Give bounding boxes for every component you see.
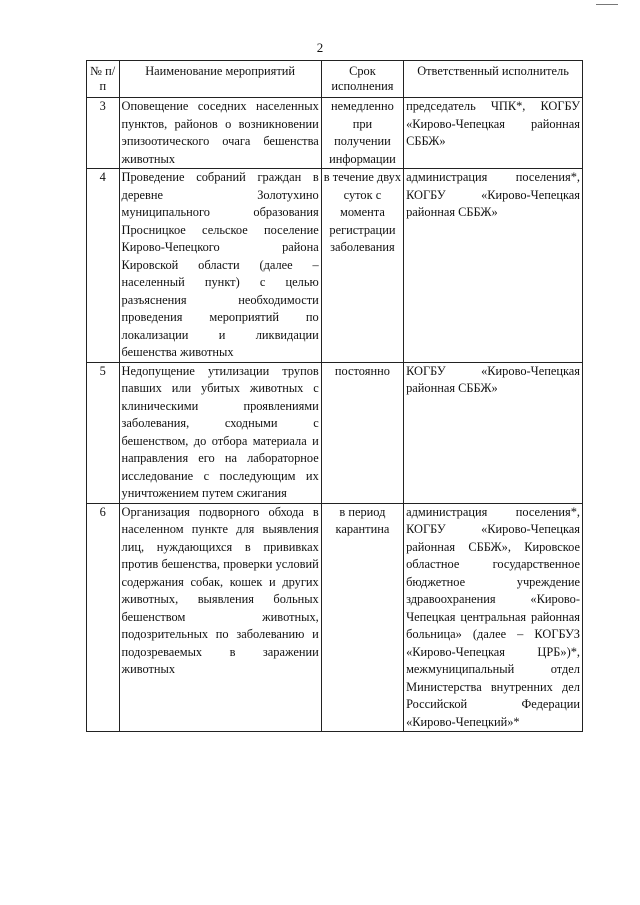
header-name: Наименование мероприятий [119,61,321,98]
row-num-cell: 3 [87,98,120,169]
row-responsible-cell: председатель ЧПК*, КОГБУ «Кирово-Чепецкая районная СББЖ» [404,98,583,169]
header-term: Срок исполнения [321,61,403,98]
row-term-cell: в период карантина [321,503,403,732]
row-term-cell: немедленно при получении информации [321,98,403,169]
page-number: 2 [316,40,324,55]
table-row [87,503,583,732]
table-row [87,362,583,503]
row-num-cell: 6 [87,503,120,732]
row-num-cell: 4 [87,169,120,363]
row-term-cell: в течение двух суток с момента регистрации заболевания [321,169,403,363]
table-row [87,169,583,363]
row-name-cell: Проведение собраний граждан в деревне Золотухино муниципального образования Просницкое сельское поселение Кирово-Чепецкого района Кировской области (далее – населенный пункт) с целью разъяснения необходимости проведения мероприятий по локализации и ликвидации бешенства животных [119,169,321,363]
row-responsible-cell: администрация поселения*, КОГБУ «Кирово-Чепецкая районная СББЖ» [404,169,583,363]
row-responsible-cell: КОГБУ «Кирово-Чепецкая районная СББЖ» [404,362,583,503]
row-name-cell: Недопущение утилизации трупов павших или убитых животных с клиническими проявлениями заболевания, сходными с бешенством, до отбора материала и направления его на лабораторное исследование с последующим их уничтожением путем сжигания [119,362,321,503]
top-edge-mark [596,4,618,5]
row-term-cell: постоянно [321,362,403,503]
table-row [87,98,583,169]
header-num: № п/п [87,61,120,98]
row-num-cell: 5 [87,362,120,503]
table-header-row [87,61,583,98]
measures-table [86,60,583,732]
row-responsible-cell: администрация поселения*, КОГБУ «Кирово-Чепецкая районная СББЖ», Кировское областное государственное бюджетное учреждение здравоохранения «Кирово-Чепецкая центральная районная больница» (далее – КОГБУЗ «Кирово-Чепецкая ЦРБ»)*, межмуниципальный отдел Министерства внутренних дел Российской Федерации «Кирово-Чепецкий»* [404,503,583,732]
row-name-cell: Организация подворного обхода в населенном пункте для выявления лиц, нуждающихся в прививках против бешенства, проверки условий содержания собак, кошек и других животных, выявления больных бешенством животных, подозрительных по заболеванию и подозреваемых в заражении животных [119,503,321,732]
header-responsible: Ответственный исполнитель [404,61,583,98]
row-name-cell: Оповещение соседних населенных пунктов, районов о возникновении эпизоотического очага бешенства животных [119,98,321,169]
